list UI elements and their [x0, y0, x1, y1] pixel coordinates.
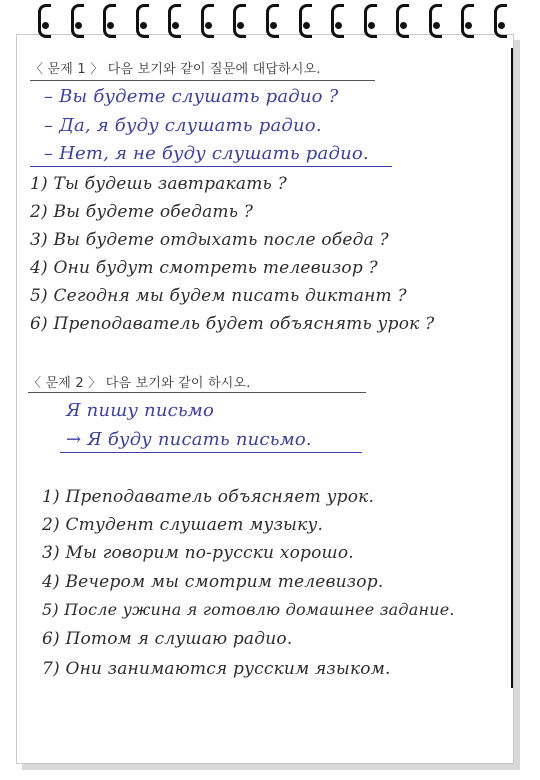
spiral-ring [69, 0, 83, 34]
section2-item-3: 3) Мы говорим по-русски хорошо. [42, 543, 354, 563]
section1-item-3: 3) Вы будете отдыхать после обеда ? [30, 230, 389, 250]
section1-item-6: 6) Преподаватель будет объяснять урок ? [30, 314, 435, 334]
section2-header: 〈 문제 2 〉 다음 보기와 같이 하시오. [28, 376, 251, 391]
section1-header: 〈 문제 1 〉 다음 보기와 같이 질문에 대답하시오. [30, 62, 321, 77]
spiral-ring [264, 0, 278, 34]
page-edge-line [511, 48, 513, 688]
spiral-ring [36, 0, 50, 34]
section2-example-2: → Я буду писать письмо. [66, 429, 312, 450]
section1-example-3: – Нет, я не буду слушать радио. [44, 143, 369, 164]
section2-example-1: Я пишу письмо [66, 400, 215, 421]
section1-example-2: – Да, я буду слушать радио. [44, 115, 322, 136]
spiral-ring [297, 0, 311, 34]
section2-item-7: 7) Они занимаются русским языком. [42, 659, 391, 679]
section2-item-4: 4) Вечером мы смотрим телевизор. [42, 572, 384, 592]
spiral-ring [101, 0, 115, 34]
section1-item-4: 4) Они будут смотреть телевизор ? [30, 258, 378, 278]
section2-item-6: 6) Потом я слушаю радио. [42, 629, 293, 649]
section1-header-rule [30, 80, 375, 81]
spiral-ring [231, 0, 245, 34]
section1-example-1: – Вы будете слушать радио ? [44, 86, 339, 107]
spiral-binding [36, 0, 506, 40]
spiral-ring [329, 0, 343, 34]
section2-item-2: 2) Студент слушает музыку. [42, 515, 324, 535]
section2-header-rule [28, 392, 366, 393]
section1-item-2: 2) Вы будете обедать ? [30, 202, 254, 222]
section1-example-rule [30, 166, 392, 167]
section2-item-1: 1) Преподаватель объясняет урок. [42, 487, 375, 507]
spiral-ring [362, 0, 376, 34]
spiral-ring [459, 0, 473, 34]
section2-item-5: 5) После ужина я готовлю домашнее задание. [42, 600, 455, 619]
spiral-ring [394, 0, 408, 34]
spiral-ring [492, 0, 506, 34]
spiral-ring [427, 0, 441, 34]
section2-example-rule [60, 452, 362, 453]
spiral-ring [199, 0, 213, 34]
spiral-ring [166, 0, 180, 34]
spiral-ring [134, 0, 148, 34]
section1-item-5: 5) Сегодня мы будем писать диктант ? [30, 286, 407, 306]
section1-item-1: 1) Ты будешь завтракать ? [30, 174, 287, 194]
